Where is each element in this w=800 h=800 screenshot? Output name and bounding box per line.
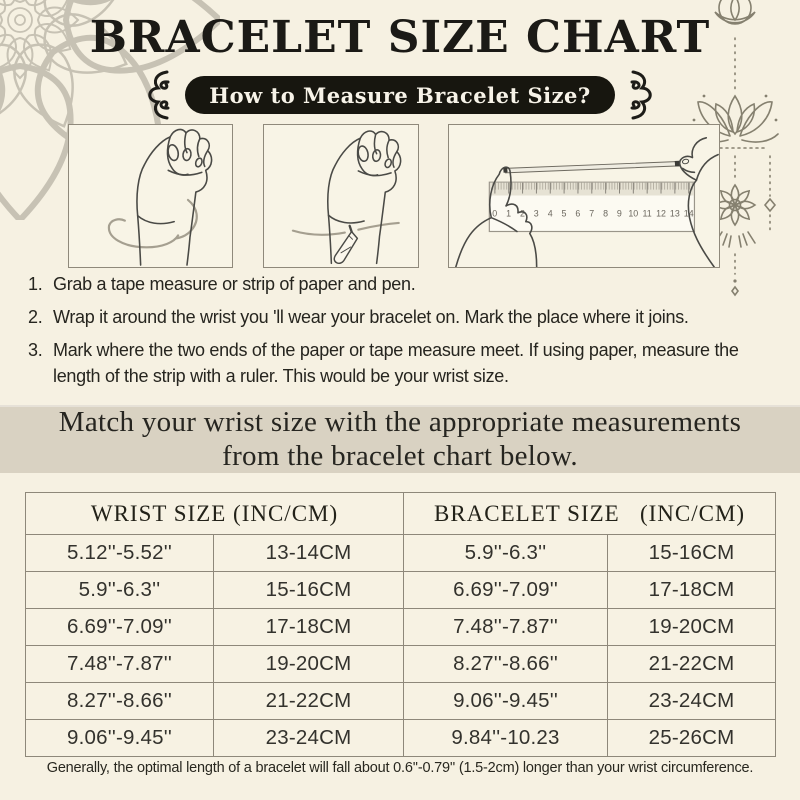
instruction-step-3 (28, 337, 776, 389)
bracelet-cm: 21-22CM (608, 646, 776, 683)
wrist-inch: 9.06''-9.45'' (26, 720, 214, 757)
bracelet-inch: 8.27''-8.66'' (404, 646, 608, 683)
bracelet-size-header: BRACELET SIZE (INC/CM) (404, 493, 776, 535)
ruler-number: 8 (603, 208, 609, 219)
subtitle-row (0, 69, 800, 121)
wrist-cm: 19-20CM (214, 646, 404, 683)
table-row (26, 646, 776, 683)
flourish-right-icon (629, 69, 665, 121)
bracelet-cm: 19-20CM (608, 609, 776, 646)
illustration-wrap-tape (68, 124, 233, 268)
instruction-step-1 (28, 271, 776, 297)
wrist-inch: 7.48''-7.87'' (26, 646, 214, 683)
step-text: Wrap it around the wrist you 'll wear your bracelet on. Mark the place where it joins. (53, 307, 689, 327)
instructions-list (28, 271, 776, 396)
fist-with-tape-icon (69, 125, 232, 267)
page-title: BRACELET SIZE CHART (89, 12, 711, 63)
how-to-measure-badge: How to Measure Bracelet Size? (185, 76, 614, 114)
wrist-cm: 15-16CM (214, 572, 404, 609)
wrist-cm: 21-22CM (214, 683, 404, 720)
illustration-mark-with-pen (263, 124, 419, 268)
wrist-cm: 23-24CM (214, 720, 404, 757)
ruler-number: 2 (519, 208, 525, 219)
banner-text: Match your wrist size with the appropriate measurements from the bracelet chart below. (58, 406, 742, 472)
ruler-number: 11 (642, 208, 652, 219)
table-row (26, 609, 776, 646)
step-number: 3. (28, 340, 43, 360)
ruler-number: 7 (589, 208, 595, 219)
step-text: Grab a tape measure or strip of paper and pen. (53, 274, 416, 294)
ruler-measure-icon (449, 125, 719, 267)
table-row (26, 720, 776, 757)
instruction-step-2 (28, 304, 776, 330)
bracelet-cm: 25-26CM (608, 720, 776, 757)
footer-note: Generally, the optimal length of a bracelet will fall about 0.6''-0.79'' (1.5-2cm) longer than your wrist circumference. (46, 760, 754, 776)
step-number: 2. (28, 307, 43, 327)
ruler-number: 14 (683, 208, 694, 219)
ruler-number: 6 (575, 208, 581, 219)
bracelet-inch: 7.48''-7.87'' (404, 609, 608, 646)
wrist-inch: 6.69''-7.09'' (26, 609, 214, 646)
bracelet-cm: 17-18CM (608, 572, 776, 609)
wrist-size-header: WRIST SIZE (INC/CM) (26, 493, 404, 535)
table-row (26, 572, 776, 609)
table-header-row (26, 493, 776, 535)
ruler-number: 9 (616, 208, 622, 219)
ruler-number: 10 (628, 208, 639, 219)
ruler-number: 13 (669, 208, 680, 219)
size-table (25, 492, 776, 757)
bracelet-cm: 23-24CM (608, 683, 776, 720)
ruler-number: 1 (506, 208, 512, 219)
bracelet-inch: 6.69''-7.09'' (404, 572, 608, 609)
ruler-number: 3 (533, 208, 539, 219)
wrist-inch: 8.27''-8.66'' (26, 683, 214, 720)
illustration-measure-strip (448, 124, 720, 268)
table-row (26, 535, 776, 572)
wrist-cm: 13-14CM (214, 535, 404, 572)
table-row (26, 683, 776, 720)
ruler-number: 4 (547, 208, 553, 219)
bracelet-cm: 15-16CM (608, 535, 776, 572)
step-number: 1. (28, 274, 43, 294)
wrist-inch: 5.12''-5.52'' (26, 535, 214, 572)
flourish-left-icon (135, 69, 171, 121)
fist-with-pen-icon (264, 125, 418, 267)
wrist-inch: 5.9''-6.3'' (26, 572, 214, 609)
wrist-cm: 17-18CM (214, 609, 404, 646)
ruler-number: 0 (492, 208, 498, 219)
step-text: Mark where the two ends of the paper or tape measure meet. If using paper, measure the length of the strip with a ruler. This would be your wrist size. (53, 340, 739, 386)
bracelet-inch: 9.84''-10.23 (404, 720, 608, 757)
ruler-number: 5 (561, 208, 567, 219)
match-size-banner (0, 405, 800, 473)
bracelet-inch: 5.9''-6.3'' (404, 535, 608, 572)
ruler-number: 12 (656, 208, 666, 219)
bracelet-inch: 9.06''-9.45'' (404, 683, 608, 720)
